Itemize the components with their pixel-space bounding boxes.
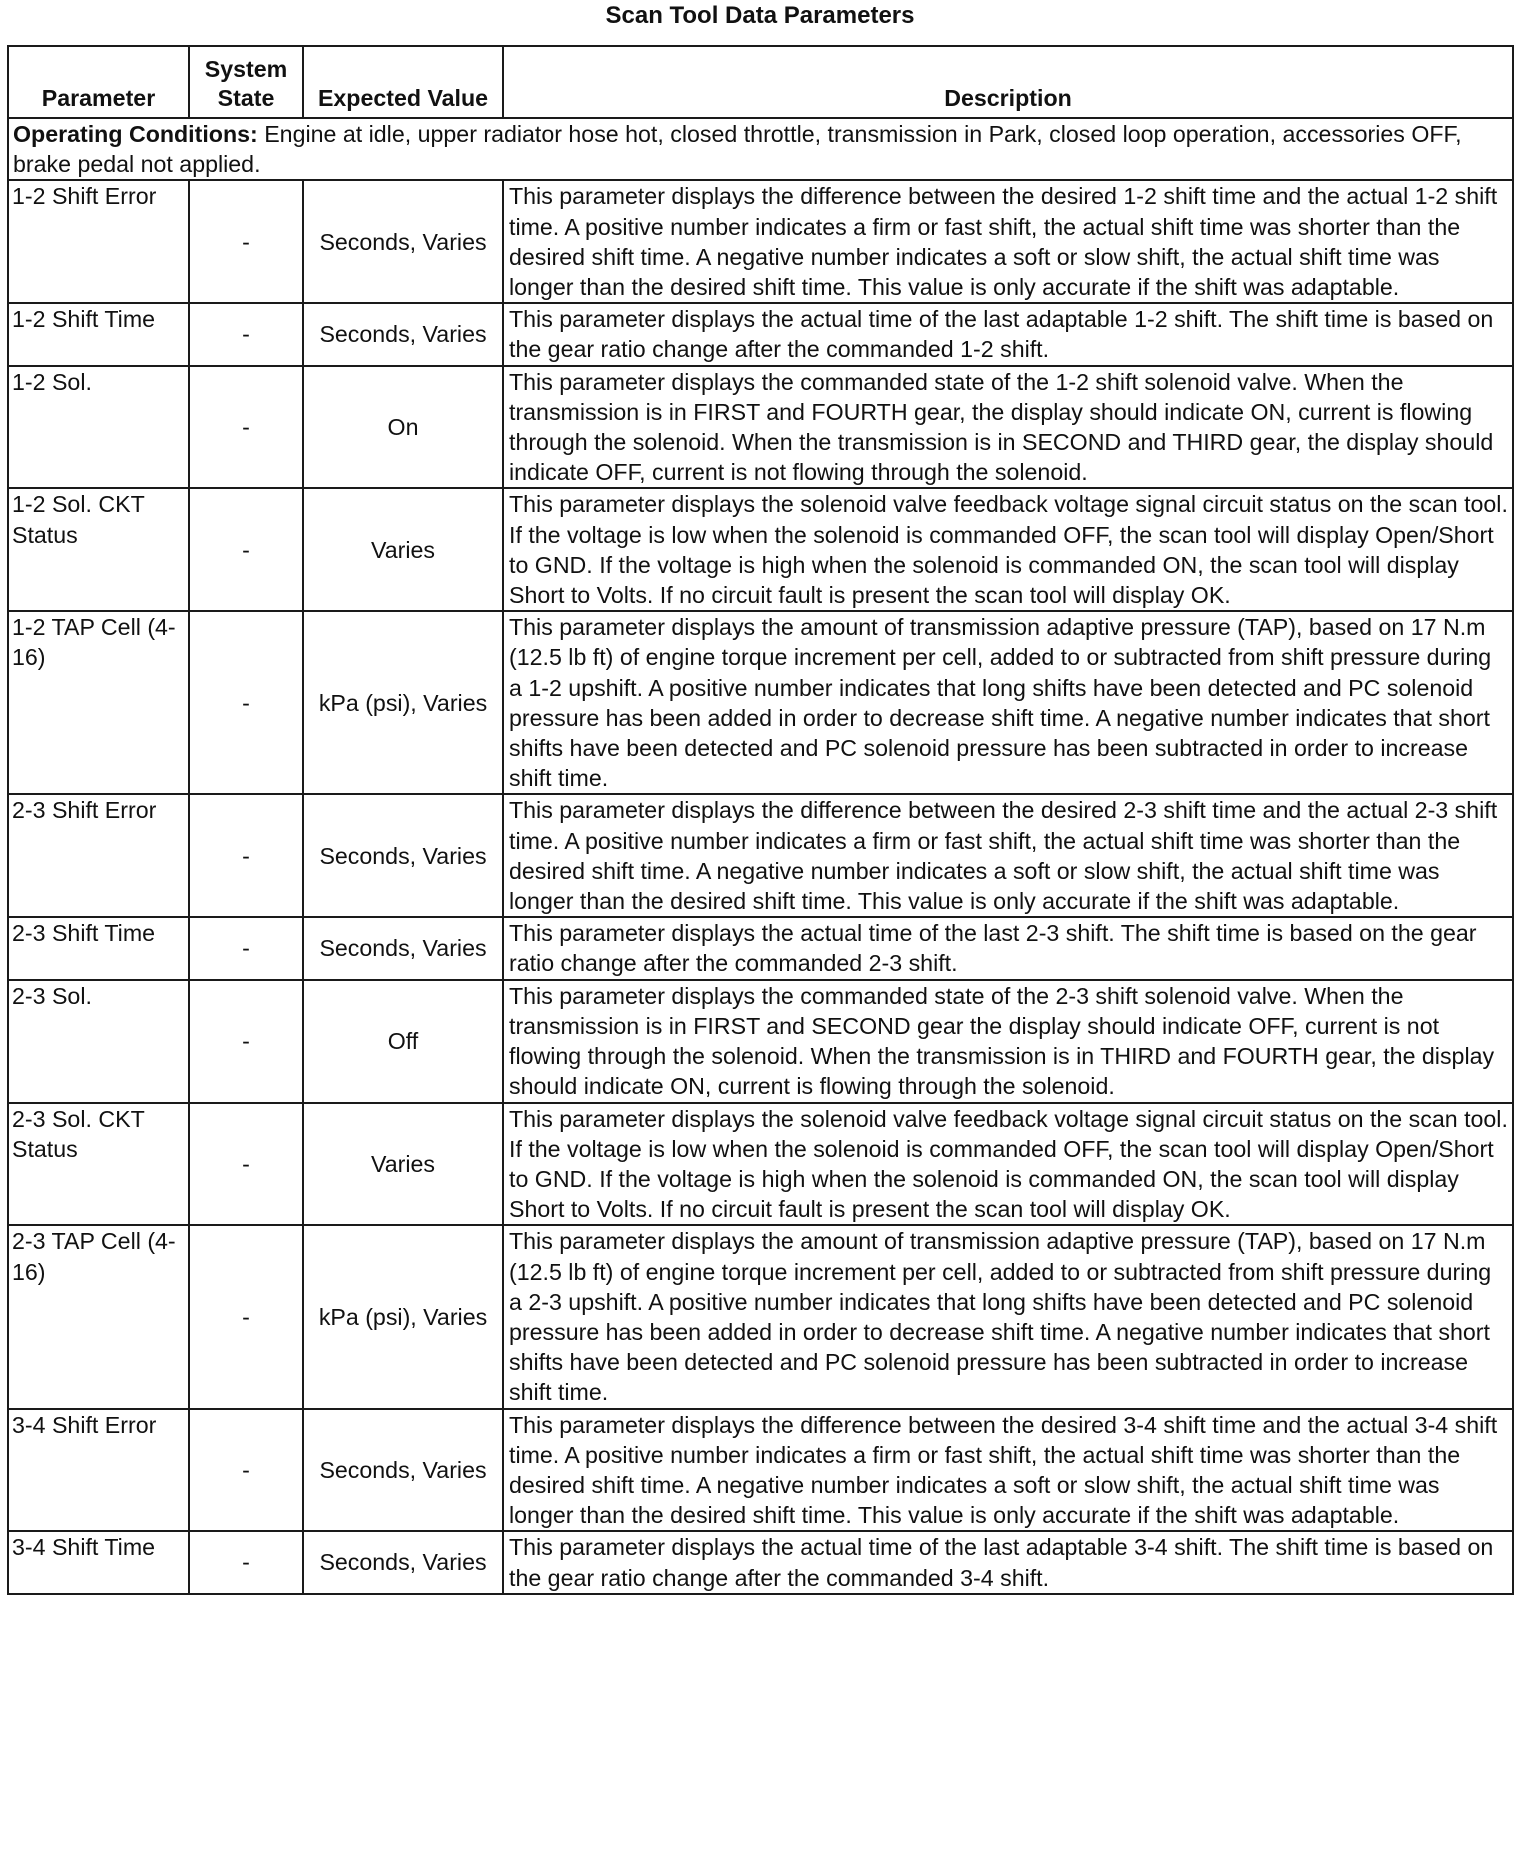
- system-state-cell: -: [189, 1531, 303, 1593]
- system-state-cell: -: [189, 794, 303, 917]
- table-row: [8, 180, 1513, 303]
- expected-value-cell: Varies: [303, 1103, 503, 1226]
- expected-value-cell: Off: [303, 980, 503, 1103]
- scan-tool-data-table: [7, 45, 1514, 1595]
- system-state-cell: -: [189, 611, 303, 794]
- description-cell: This parameter displays the solenoid valve feedback voltage signal circuit status on the scan tool. If the voltage is low when the solenoid is commanded OFF, the scan tool will display Open/Short to GND. If the voltage is high when the solenoid is commanded ON, the scan tool will display Short to Volts. If no circuit fault is present the scan tool will display OK.: [503, 1103, 1513, 1226]
- table-row: [8, 1409, 1513, 1532]
- operating-conditions-row: [8, 118, 1513, 180]
- system-state-cell: -: [189, 980, 303, 1103]
- operating-conditions-label: Operating Conditions:: [13, 121, 258, 147]
- parameter-cell: 2-3 Sol. CKT Status: [8, 1103, 189, 1226]
- table-row: [8, 917, 1513, 979]
- parameter-cell: 1-2 TAP Cell (4-16): [8, 611, 189, 794]
- description-cell: This parameter displays the amount of transmission adaptive pressure (TAP), based on 17 N.m (12.5 lb ft) of engine torque increment per cell, added to or subtracted from shift pressure during a 2-3 upshift. A positive number indicates that long shifts have been detected and PC solenoid pressure has been added in order to decrease shift time. A negative number indicates that short shifts have been detected and PC solenoid pressure has been subtracted in order to increase shift time.: [503, 1225, 1513, 1408]
- operating-conditions-text: Engine at idle, upper radiator hose hot, closed throttle, transmission in Park, closed loop operation, accessories OFF, brake pedal not applied.: [13, 121, 1462, 178]
- description-cell: This parameter displays the amount of transmission adaptive pressure (TAP), based on 17 N.m (12.5 lb ft) of engine torque increment per cell, added to or subtracted from shift pressure during a 1-2 upshift. A positive number indicates that long shifts have been detected and PC solenoid pressure has been added in order to decrease shift time. A negative number indicates that short shifts have been detected and PC solenoid pressure has been subtracted in order to increase shift time.: [503, 611, 1513, 794]
- column-header-system-state: System State: [189, 46, 303, 118]
- expected-value-cell: Seconds, Varies: [303, 794, 503, 917]
- parameter-cell: 2-3 TAP Cell (4-16): [8, 1225, 189, 1408]
- parameter-cell: 1-2 Sol.: [8, 366, 189, 489]
- expected-value-cell: Seconds, Varies: [303, 180, 503, 303]
- description-cell: This parameter displays the solenoid valve feedback voltage signal circuit status on the scan tool. If the voltage is low when the solenoid is commanded OFF, the scan tool will display Open/Short to GND. If the voltage is high when the solenoid is commanded ON, the scan tool will display Short to Volts. If no circuit fault is present the scan tool will display OK.: [503, 488, 1513, 611]
- table-row: [8, 611, 1513, 794]
- parameter-cell: 1-2 Shift Time: [8, 303, 189, 365]
- table-row: [8, 1103, 1513, 1226]
- parameter-cell: 3-4 Shift Error: [8, 1409, 189, 1532]
- description-cell: This parameter displays the actual time of the last 2-3 shift. The shift time is based on the gear ratio change after the commanded 2-3 shift.: [503, 917, 1513, 979]
- table-row: [8, 366, 1513, 489]
- system-state-cell: -: [189, 488, 303, 611]
- table-row: [8, 488, 1513, 611]
- system-state-cell: -: [189, 1409, 303, 1532]
- page-title: Scan Tool Data Parameters: [605, 2, 915, 29]
- expected-value-cell: Seconds, Varies: [303, 303, 503, 365]
- parameter-cell: 1-2 Sol. CKT Status: [8, 488, 189, 611]
- expected-value-cell: Seconds, Varies: [303, 1409, 503, 1532]
- system-state-cell: -: [189, 917, 303, 979]
- parameter-cell: 2-3 Shift Time: [8, 917, 189, 979]
- expected-value-cell: On: [303, 366, 503, 489]
- system-state-cell: -: [189, 303, 303, 365]
- expected-value-cell: kPa (psi), Varies: [303, 1225, 503, 1408]
- expected-value-cell: kPa (psi), Varies: [303, 611, 503, 794]
- column-header-description: Description: [503, 46, 1513, 118]
- system-state-cell: -: [189, 366, 303, 489]
- expected-value-cell: Varies: [303, 488, 503, 611]
- table-row: [8, 1531, 1513, 1593]
- description-cell: This parameter displays the difference between the desired 1-2 shift time and the actual 1-2 shift time. A positive number indicates a firm or fast shift, the actual shift time was shorter than the desired shift time. A negative number indicates a soft or slow shift, the actual shift time was longer than the desired shift time. This value is only accurate if the shift was adaptable.: [503, 180, 1513, 303]
- system-state-cell: -: [189, 1103, 303, 1226]
- expected-value-cell: Seconds, Varies: [303, 917, 503, 979]
- table-row: [8, 1225, 1513, 1408]
- description-cell: This parameter displays the actual time of the last adaptable 1-2 shift. The shift time is based on the gear ratio change after the commanded 1-2 shift.: [503, 303, 1513, 365]
- description-cell: This parameter displays the commanded state of the 1-2 shift solenoid valve. When the transmission is in FIRST and FOURTH gear, the display should indicate ON, current is flowing through the solenoid. When the transmission is in SECOND and THIRD gear, the display should indicate OFF, current is not flowing through the solenoid.: [503, 366, 1513, 489]
- expected-value-cell: Seconds, Varies: [303, 1531, 503, 1593]
- parameter-cell: 1-2 Shift Error: [8, 180, 189, 303]
- column-header-expected-value: Expected Value: [303, 46, 503, 118]
- table-row: [8, 303, 1513, 365]
- description-cell: This parameter displays the difference between the desired 2-3 shift time and the actual 2-3 shift time. A positive number indicates a firm or fast shift, the actual shift time was shorter than the desired shift time. A negative number indicates a soft or slow shift, the actual shift time was longer than the desired shift time. This value is only accurate if the shift was adaptable.: [503, 794, 1513, 917]
- column-header-parameter: Parameter: [8, 46, 189, 118]
- system-state-cell: -: [189, 180, 303, 303]
- description-cell: This parameter displays the difference between the desired 3-4 shift time and the actual 3-4 shift time. A positive number indicates a firm or fast shift, the actual shift time was shorter than the desired shift time. A negative number indicates a soft or slow shift, the actual shift time was longer than the desired shift time. This value is only accurate if the shift was adaptable.: [503, 1409, 1513, 1532]
- description-cell: This parameter displays the commanded state of the 2-3 shift solenoid valve. When the transmission is in FIRST and SECOND gear the display should indicate OFF, current is not flowing through the solenoid. When the transmission is in THIRD and FOURTH gear, the display should indicate ON, current is flowing through the solenoid.: [503, 980, 1513, 1103]
- table-row: [8, 980, 1513, 1103]
- description-cell: This parameter displays the actual time of the last adaptable 3-4 shift. The shift time is based on the gear ratio change after the commanded 3-4 shift.: [503, 1531, 1513, 1593]
- system-state-cell: -: [189, 1225, 303, 1408]
- operating-conditions-cell: [8, 118, 1513, 180]
- parameter-cell: 3-4 Shift Time: [8, 1531, 189, 1593]
- table-row: [8, 794, 1513, 917]
- parameter-cell: 2-3 Shift Error: [8, 794, 189, 917]
- table-header-row: [8, 46, 1513, 118]
- parameter-cell: 2-3 Sol.: [8, 980, 189, 1103]
